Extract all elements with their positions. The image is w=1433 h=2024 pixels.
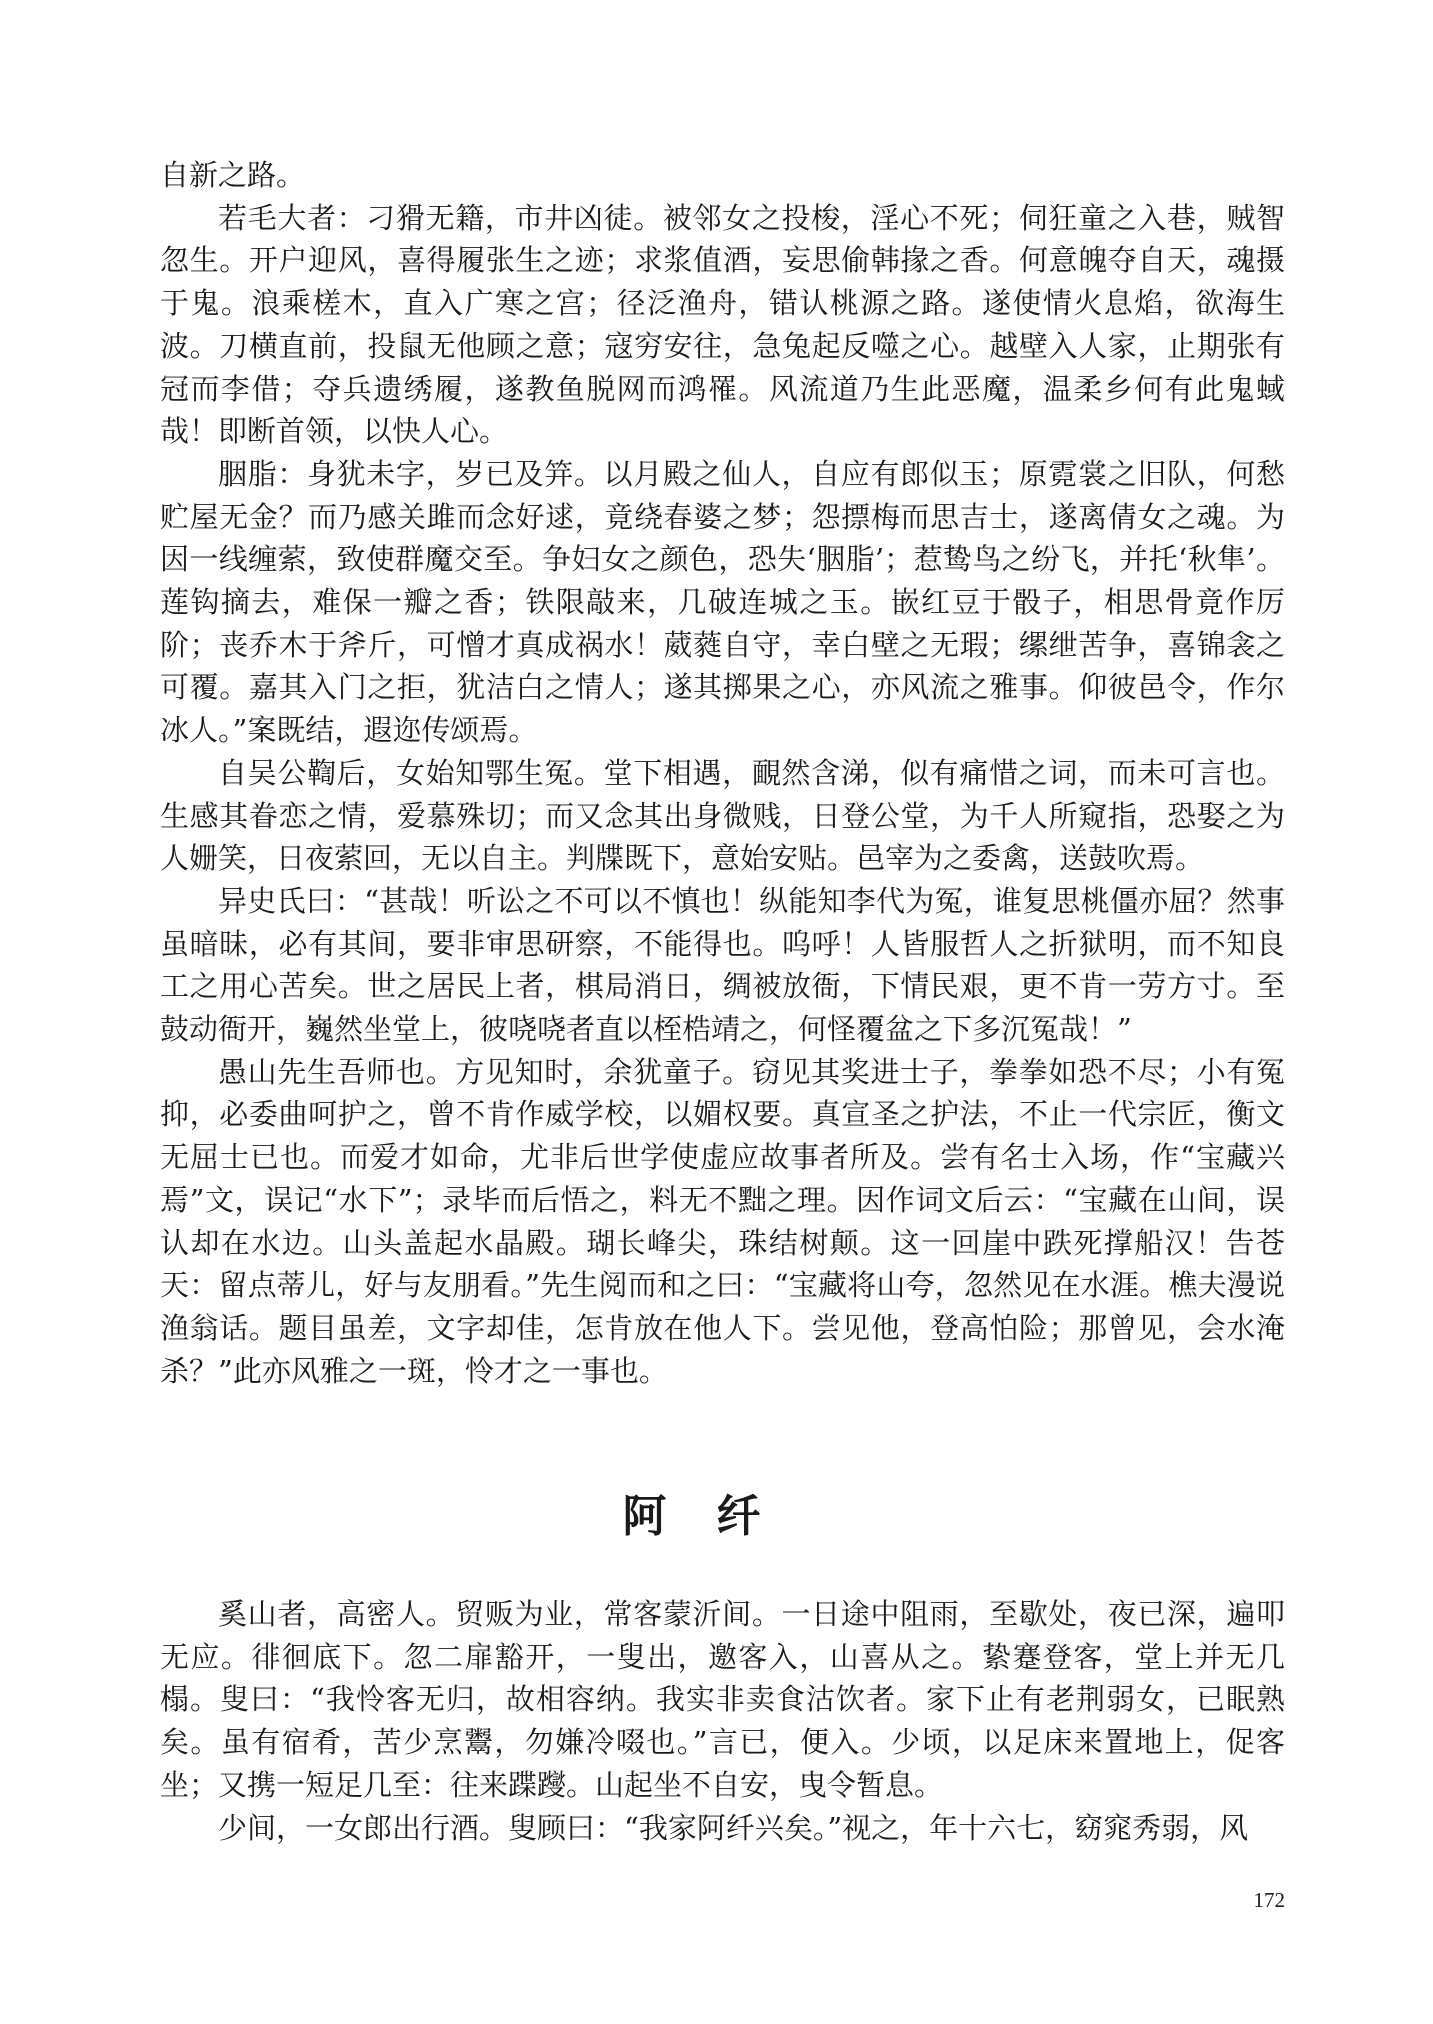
page-number: 172 [1253, 1888, 1285, 1912]
story-text-block-2 [160, 1593, 1285, 1849]
story-text-block [160, 154, 1285, 1392]
paragraph: 愚山先生吾师也。方见知时，余犹童子。窃见其奖进士子，拳拳如恐不尽；小有冤抑，必委曲呵护之，曾不肯作威学校，以媚权要。真宣圣之护法，不止一代宗匠，衡文无屈士已也。而爱才如命，尤非后世学使虚应故事者所及。尝有名士入场，作“宝藏兴焉”文，误记“水下”；录毕而后悟之，料无不黜之理。因作词文后云：“宝藏在山间，误认却在水边。山头盖起水晶殿。瑚长峰尖，珠结树颠。这一回崖中跌死撑船汉！告苍天：留点蒂儿，好与友朋看。”先生阅而和之曰：“宝藏将山夸，忽然见在水涯。樵夫漫说渔翁话。题目虽差，文字却佳，怎肯放在他人下。尝见他，登高怕险；那曾见，会水淹杀？”此亦风雅之一斑，怜才之一事也。 [160, 1054, 1285, 1388]
paragraph: 自吴公鞫后，女始知鄂生冤。堂下相遇，靦然含涕，似有痛惜之词，而未可言也。生感其眷恋之情，爱慕殊切；而又念其出身微贱，日登公堂，为千人所窥指，恐娶之为人姗笑，日夜萦回，无以自主。判牒既下，意始安贴。邑宰为之委禽，送鼓吹焉。 [160, 755, 1285, 876]
paragraph: 胭脂：身犹未字，岁已及笄。以月殿之仙人，自应有郎似玉；原霓裳之旧队，何愁贮屋无金？而乃感关雎而念好逑，竟绕春婆之梦；怨摽梅而思吉士，遂离倩女之魂。为因一线缠萦，致使群魔交至。争妇女之颜色，恐失‘胭脂’；惹鸷鸟之纷飞，并托‘秋隼’。莲钩摘去，难保一瓣之香；铁限敲来，几破连城之玉。嵌红豆于骰子，相思骨竟作厉阶；丧乔木于斧斤，可憎才真成祸水！葳蕤自守，幸白壁之无瑕；缧绁苦争，喜锦衾之可覆。嘉其入门之拒，犹洁白之情人；遂其掷果之心，亦风流之雅事。仰彼邑令，作尔冰人。”案既结，遐迩传颂焉。 [160, 456, 1285, 748]
paragraph: 奚山者，高密人。贸贩为业，常客蒙沂间。一日途中阻雨，至歇处，夜已深，遍叩无应。徘徊底下。忽二扉豁开，一叟出，邀客入，山喜从之。絷蹇登客，堂上并无几榻。叟曰：“我怜客无归，故相容纳。我实非卖食沽饮者。家下止有老荆弱女，已眠熟矣。虽有宿肴，苦少烹鬻，勿嫌冷啜也。”言已，便入。少顷，以足床来置地上，促客坐；又携一短足几至：往来蹀躞。山起坐不自安，曳令暂息。 [160, 1597, 1285, 1802]
story-title: 阿纤 [622, 1491, 811, 1542]
paragraph: 自新之路。 [160, 158, 306, 192]
paragraph: 少间，一女郎出行酒。叟顾曰：“我家阿纤兴矣。”视之，年十六七，窈窕秀弱，风 [218, 1810, 1249, 1845]
paragraph: 若毛大者：刁猾无籍，市井凶徒。被邻女之投梭，淫心不死；伺狂童之入巷，贼智忽生。开户迎风，喜得履张生之迹；求浆值酒，妄思偷韩掾之香。何意魄夺自天，魂摄于鬼。浪乘槎木，直入广寒之宫；径泛渔舟，错认桃源之路。遂使情火息焰，欲海生波。刀横直前，投鼠无他顾之意；寇穷安往，急兔起反噬之心。越壁入人家，止期张有冠而李借；夺兵遗绣履，遂教鱼脱网而鸿罹。风流道乃生此恶魔，温柔乡何有此鬼蜮哉！即断首领，以快人心。 [160, 200, 1285, 449]
paragraph: 异史氏曰：“甚哉！听讼之不可以不慎也！纵能知李代为冤，谁复思桃僵亦屈？然事虽暗昧，必有其间，要非审思研察，不能得也。呜呼！人皆服哲人之折狱明，而不知良工之用心苦矣。世之居民上者，棋局消日，绸被放衙，下情民艰，更不肯一劳方寸。至鼓动衙开，巍然坐堂上，彼哓哓者直以桎梏靖之，何怪覆盆之下多沉冤哉！” [160, 883, 1285, 1047]
